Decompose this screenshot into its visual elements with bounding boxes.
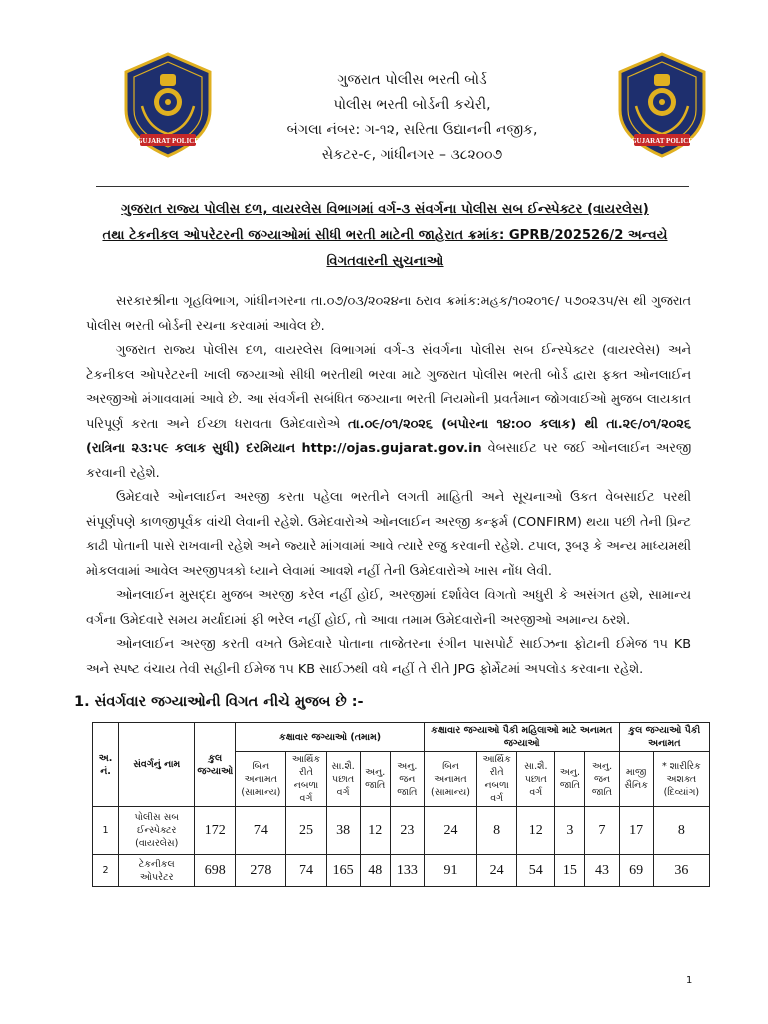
- cell-value: 3: [555, 807, 585, 855]
- office-name: પોલીસ ભરતી બોર્ડની કચેરી,: [333, 97, 491, 113]
- notice-title: [80, 197, 690, 275]
- sub-header: આર્થિક રીતે નબળા વર્ગ: [286, 752, 326, 807]
- sub-header: સા.શૈ. પછાત વર્ગ: [517, 752, 555, 807]
- cell-value: 17: [619, 807, 653, 855]
- cell-total: 698: [195, 855, 236, 887]
- cell-value: 54: [517, 855, 555, 887]
- section-1-heading: 1. સંવર્ગવાર જગ્યાઓની વિગત નીચે મુજબ છે :-: [74, 694, 364, 710]
- gujarat-police-logo-right: [612, 50, 712, 160]
- gujarat-police-logo-left: [118, 50, 218, 160]
- paragraph-4: ઓનલાઈન મુસદ્દા મુજબ અરજી કરેલ નહીં હોઈ, અરજીમાં દર્શાવેલ વિગતો અધુરી કે અસંગત હશે, સામાન્ય વર્ગના ઉમેદવારે સમય મર્યાદામાં ફી ભરેલ નહીં હોઈ, તો આવા તમામ ઉમેદવારોની અરજીઓ અમાન્ય ઠરશે.: [86, 588, 691, 628]
- sub-header: અનુ. જાતિ: [555, 752, 585, 807]
- cell-value: 36: [653, 855, 709, 887]
- title-line-2: તથા ટેકનીકલ ઓપરેટરની જગ્યાઓમાં સીધી ભરતી માટેની જાહેરાત ક્રમાંક: GPRB/202526/2 અન્વયે: [102, 228, 668, 243]
- cell-sno: 2: [93, 855, 119, 887]
- cell-value: 15: [555, 855, 585, 887]
- header-cadre: સંવર્ગનું નામ: [119, 723, 195, 807]
- sub-header: બિન અનામત (સામાન્ય): [424, 752, 476, 807]
- cell-value: 74: [286, 855, 326, 887]
- header-sno: અ. નં.: [93, 723, 119, 807]
- address-line-2: સેકટર-૯, ગાંધીનગર – ૩૮૨૦૦૭: [321, 147, 503, 163]
- header-total: કુલ જગ્યાઓ: [195, 723, 236, 807]
- cell-cadre: પોલીસ સબ ઈન્સ્પેક્ટર (વાયરલેસ): [119, 807, 195, 855]
- cell-value: 12: [517, 807, 555, 855]
- cell-value: 165: [326, 855, 360, 887]
- sub-header: સા.શૈ. પછાત વર્ગ: [326, 752, 360, 807]
- cell-value: 23: [390, 807, 424, 855]
- cell-total: 172: [195, 807, 236, 855]
- cell-cadre: ટેકનીકલ ઓપરેટર: [119, 855, 195, 887]
- header-category: કક્ષાવાર જગ્યાઓ (તમામ): [236, 723, 425, 752]
- posts-table: [92, 722, 710, 887]
- title-line-3: વિગતવારની સુચનાઓ: [326, 254, 444, 269]
- sub-header: અનુ. જન જાતિ: [390, 752, 424, 807]
- cell-value: 8: [653, 807, 709, 855]
- cell-value: 91: [424, 855, 476, 887]
- cell-value: 12: [360, 807, 390, 855]
- board-name: ગુજરાત પોલીસ ભરતી બોર્ડ: [337, 72, 487, 88]
- sub-header: બિન અનામત (સામાન્ય): [236, 752, 286, 807]
- paragraph-2-text: ગુજરાત રાજ્ય પોલીસ દળ, વાયરલેસ વિભાગમાં વર્ગ-૩ સંવર્ગના પોલીસ સબ ઈન્સ્પેક્ટર (વાયરલેસ) અને ટેકનીકલ ઓપરેટરની ખાલી જગ્યાઓ સીધી ભરતીથી ભરવા માટે ગુજરાત પોલીસ ભરતી બોર્ડ દ્વારા ફક્ત ઓનલાઈન અરજીઓ મંગાવવામાં આવે છે. આ સંવર્ગની સબંધિત જગ્યાના ભરતી નિયમોની પ્રવર્તમાન જોગવાઈઓ મુજબ લાયકાત પરિપૂર્ણ કરતા અને ઈચ્છા ધરાવતા ઉમેદવારોએ: [86, 343, 691, 432]
- cell-value: 278: [236, 855, 286, 887]
- header-women: કક્ષાવાર જગ્યાઓ પૈકી મહિલાઓ માટે અનામત જગ્યાઓ: [424, 723, 619, 752]
- cell-sno: 1: [93, 807, 119, 855]
- application-dates: તા.૦૯/૦૧/૨૦૨૬ (બપોરના ૧૪:૦૦ કલાક) થી તા.૨૯/૦૧/૨૦૨૬ (રાત્રિના ૨૩:૫૯ કલાક સુધી) દરમિયાન http://ojas.gujarat.gov.in: [86, 416, 691, 456]
- header-reserved: કુલ જગ્યાઓ પૈકી અનામત: [619, 723, 709, 752]
- cell-value: 43: [585, 855, 619, 887]
- cell-value: 48: [360, 855, 390, 887]
- cell-value: 69: [619, 855, 653, 887]
- logo-text: GUJARAT POLICE: [137, 137, 199, 145]
- table-row: [93, 807, 710, 855]
- header-divider: [96, 186, 689, 187]
- office-address: [232, 68, 592, 168]
- paragraph-3: ઉમેદવારે ઓનલાઈન અરજી કરતા પહેલા ભરતીને લગતી માહિતી અને સૂચનાઓ ઉકત વેબસાઈટ પરથી સંપૂર્ણપણે કાળજીપૂર્વક વાંચી લેવાની રહેશે. ઉમેદવારોએ ઓનલાઈન અરજી કન્ફર્મ (CONFIRM) થયા પછી તેની પ્રિન્ટ કાઢી પોતાની પાસે રાખવાની રહેશે અને જ્યારે માંગવામાં આવે ત્યારે રજુ કરવાની રહેશે. ટપાલ, રૂબરૂ કે અન્ય માધ્યમથી મોકલવામાં આવેલ અરજીપત્રકો ધ્યાને લેવામાં આવશે નહીં તેની ઉમેદવારોએ ખાસ નોંધ લેવી.: [86, 490, 691, 579]
- logo-text: GUJARAT POLICE: [631, 137, 693, 145]
- cell-value: 7: [585, 807, 619, 855]
- page-number: 1: [686, 975, 693, 986]
- notice-body: [86, 290, 691, 682]
- cell-value: 8: [477, 807, 517, 855]
- cell-value: 24: [477, 855, 517, 887]
- cell-value: 25: [286, 807, 326, 855]
- cell-value: 24: [424, 807, 476, 855]
- title-line-1: ગુજરાત રાજ્ય પોલીસ દળ, વાયરલેસ વિભાગમાં વર્ગ-૩ સંવર્ગના પોલીસ સબ ઈન્સ્પેક્ટર (વાયરલેસ): [121, 202, 649, 217]
- sub-header: માજી સૈનિક: [619, 752, 653, 807]
- paragraph-1: સરકારશ્રીના ગૃહવિભાગ, ગાંધીનગરના તા.૦૭/૦૩/૨૦૨૪ના ઠરાવ ક્રમાંક:મહક/૧૦૨૦૧૯/ ૫૭૦૨૩૫/સ થી ગુજરાત પોલીસ ભરતી બોર્ડની રચના કરવામાં આવેલ છે.: [86, 294, 691, 334]
- cell-value: 133: [390, 855, 424, 887]
- table-row: [93, 855, 710, 887]
- sub-header: અનુ. જાતિ: [360, 752, 390, 807]
- sub-header: * શારીરિક અશક્ત (દિવ્યાંગ): [653, 752, 709, 807]
- paragraph-2: [86, 339, 691, 486]
- paragraph-5: ઓનલાઈન અરજી કરતી વખતે ઉમેદવારે પોતાના તાજેતરના રંગીન પાસપોર્ટ સાઈઝના ફોટાની ઈમેજ ૧૫ KB અને સ્પષ્ટ વંચાય તેવી સહીની ઈમેજ ૧૫ KB સાઈઝથી વધે નહીં તે રીતે JPG ફોર્મેટમાં અપલોડ કરવાના રહેશે.: [86, 637, 691, 677]
- address-line-1: બંગલા નંબર: ગ-૧૨, સરિતા ઉદ્યાનની નજીક,: [286, 122, 538, 138]
- paragraph-2-end: વેબસાઈટ પર જઈ ઓનલાઈન અરજી કરવાની રહેશે.: [86, 441, 691, 481]
- cell-value: 74: [236, 807, 286, 855]
- sub-header: અનુ. જન જાતિ: [585, 752, 619, 807]
- sub-header: આર્થિક રીતે નબળા વર્ગ: [477, 752, 517, 807]
- cell-value: 38: [326, 807, 360, 855]
